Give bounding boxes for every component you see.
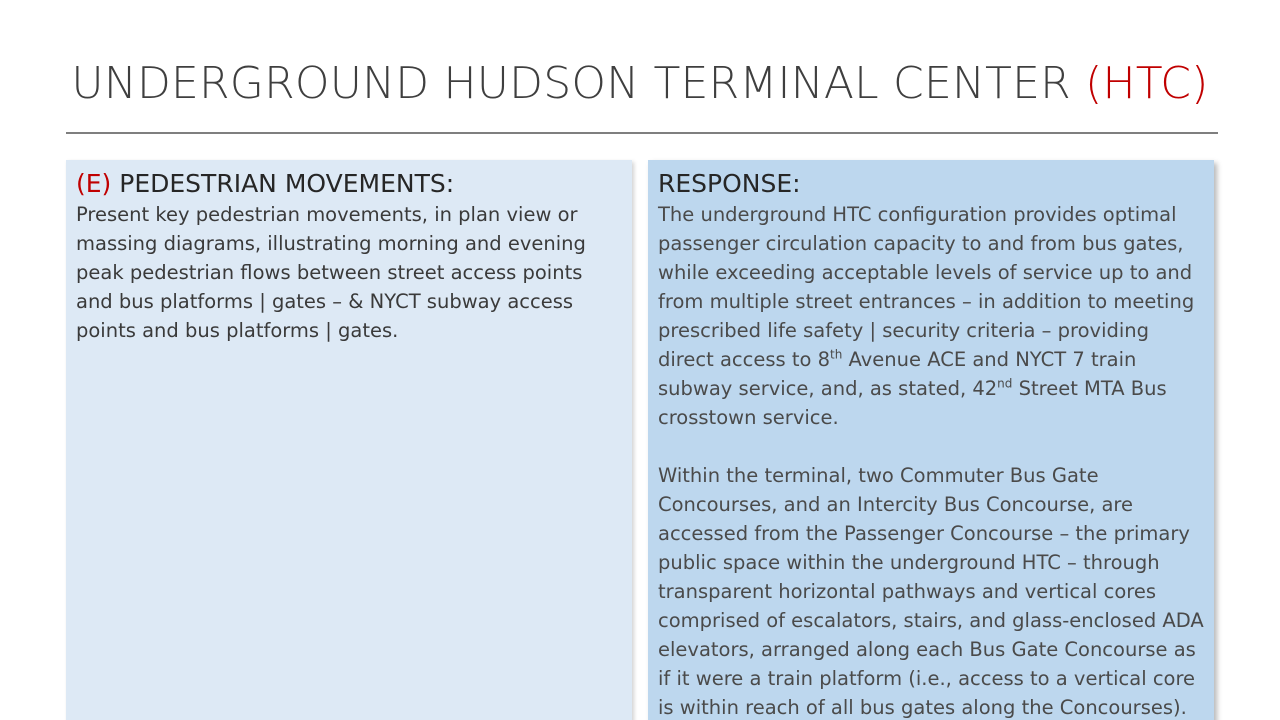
requirement-panel — [66, 160, 632, 720]
requirement-body: Present key pedestrian movements, in plan view or massing diagrams, illustrating morning and evening peak pedestrian flows between street access points and bus platforms | gates – & NYCT subway access points and bus platforms | gates. — [76, 203, 586, 342]
response-heading: RESPONSE: — [658, 169, 801, 198]
requirement-heading — [76, 168, 622, 200]
requirement-heading-label: (E) — [76, 169, 112, 198]
response-paragraph-1 — [658, 200, 1204, 432]
response-p1-part-a: The underground HTC configuration provides optimal passenger circulation capacity to and from bus gates, while exceeding acceptable levels of service up to and from multiple street entrances – in addition to meeting prescribed life safety | security criteria – providing direct access to 8 — [658, 203, 1195, 371]
response-p1-sup-th: th — [830, 347, 843, 362]
title-divider — [66, 132, 1218, 134]
response-paragraph-2: Within the terminal, two Commuter Bus Gate Concourses, and an Intercity Bus Concourse, are accessed from the Passenger Concourse – the primary public space within the underground HTC – through transparent horizontal pathways and vertical cores comprised of escalators, stairs, and glass-enclosed ADA elevators, arranged along each Bus Gate Concourse as if it were a train platform (i.e., access to a vertical core is within reach of all bus gates along the Concourses). — [658, 464, 1204, 719]
response-p1-part-c: Street MTA Bus crosstown service. — [658, 377, 1167, 429]
slide-title-main: UNDERGROUND HUDSON TERMINAL CENTER — [71, 58, 1071, 109]
requirement-heading-text: PEDESTRIAN MOVEMENTS: — [119, 169, 455, 198]
response-p1-sup-nd: nd — [997, 376, 1013, 391]
slide-title-accent: (HTC) — [1085, 58, 1209, 109]
response-p1-part-b: Avenue ACE and NYCT 7 train subway service, and, as stated, 42 — [658, 348, 1137, 400]
slide-title — [0, 58, 1280, 109]
response-panel — [648, 160, 1214, 720]
paragraph-gap — [658, 432, 1204, 461]
